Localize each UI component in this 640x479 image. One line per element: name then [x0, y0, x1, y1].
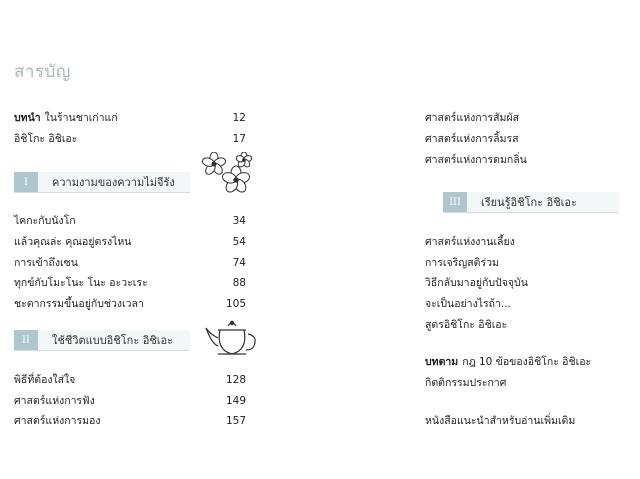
section-2-number: II: [14, 330, 38, 350]
section-3-item: การเจริญสติร่วม: [425, 257, 499, 269]
epilogue-title: กฎ 10 ข้อของอิชิโกะ อิชิเอะ: [462, 356, 592, 368]
section-1-item-page: 88: [232, 277, 246, 289]
section-1-item: ชะตากรรมขึ้นอยู่กับช่วงเวลา: [14, 298, 144, 310]
section-3-item: จะเป็นอย่างไรถ้า...: [425, 298, 511, 310]
ichigo-page: 17: [232, 133, 246, 145]
toc-entry-references: หนังสือแนะนำสำหรับอ่านเพิ่มเติม: [425, 415, 576, 427]
right-entry: ศาสตร์แห่งการดมกลิ่น: [425, 154, 527, 166]
section-1-item: ไคกะกับนังโก: [14, 215, 76, 227]
section-2-item-page: 128: [225, 374, 246, 386]
section-3-number: III: [443, 192, 467, 212]
right-entry: ศาสตร์แห่งการสัมผัส: [425, 112, 520, 124]
section-header-2: [14, 330, 190, 351]
intro-label: บทนำ: [14, 112, 41, 124]
section-header-3: [443, 192, 619, 213]
section-2-item: ศาสตร์แห่งการฟัง: [14, 395, 95, 407]
section-1-item-page: 54: [232, 236, 246, 248]
section-3-title: เรียนรู้อิชิโกะ อิชิเอะ: [467, 192, 619, 212]
toc-entry-acknowledgements: กิตติกรรมประกาศ: [425, 377, 507, 389]
section-2-item-page: 157: [225, 415, 246, 427]
section-1-item: ทุกข์กับโมะโนะ โนะ อะวะเระ: [14, 277, 148, 289]
section-2-item: พิธีที่ต้องใส่ใจ: [14, 374, 76, 386]
section-1-number: I: [14, 172, 38, 192]
intro-title: ในร้านชาเก่าแก่: [44, 112, 118, 124]
page-title: สารบัญ: [14, 62, 71, 82]
sakura-flowers-icon: [200, 152, 258, 196]
teapot-icon: [204, 318, 262, 358]
section-1-item-page: 34: [232, 215, 246, 227]
section-1-title: ความงามของความไม่จีรัง: [38, 172, 190, 192]
section-3-item: วิธีกลับมาอยู่กับปัจจุบัน: [425, 277, 528, 289]
section-1-item: การเข้าถึงเซน: [14, 257, 78, 269]
intro-page: 12: [232, 112, 246, 124]
epilogue-label: บทตาม: [425, 356, 459, 368]
section-1-item: แล้วคุณล่ะ คุณอยู่ตรงไหน: [14, 236, 132, 248]
section-2-item-page: 149: [225, 395, 246, 407]
section-2-item: ศาสตร์แห่งการมอง: [14, 415, 101, 427]
toc-entry-intro: [14, 111, 118, 125]
section-1-item-page: 74: [232, 257, 246, 269]
section-3-item: ศาสตร์แห่งงานเลี้ยง: [425, 236, 515, 248]
section-3-item: สูตรอิชิโกะ อิชิเอะ: [425, 319, 508, 331]
section-header-1: [14, 172, 190, 193]
right-entry: ศาสตร์แห่งการลิ้มรส: [425, 133, 519, 145]
toc-entry-ichigo: อิชิโกะ อิชิเอะ: [14, 133, 78, 145]
section-2-title: ใช้ชีวิตแบบอิชิโกะ อิชิเอะ: [38, 330, 190, 350]
toc-entry-epilogue: [425, 355, 591, 369]
section-1-item-page: 105: [225, 298, 246, 310]
